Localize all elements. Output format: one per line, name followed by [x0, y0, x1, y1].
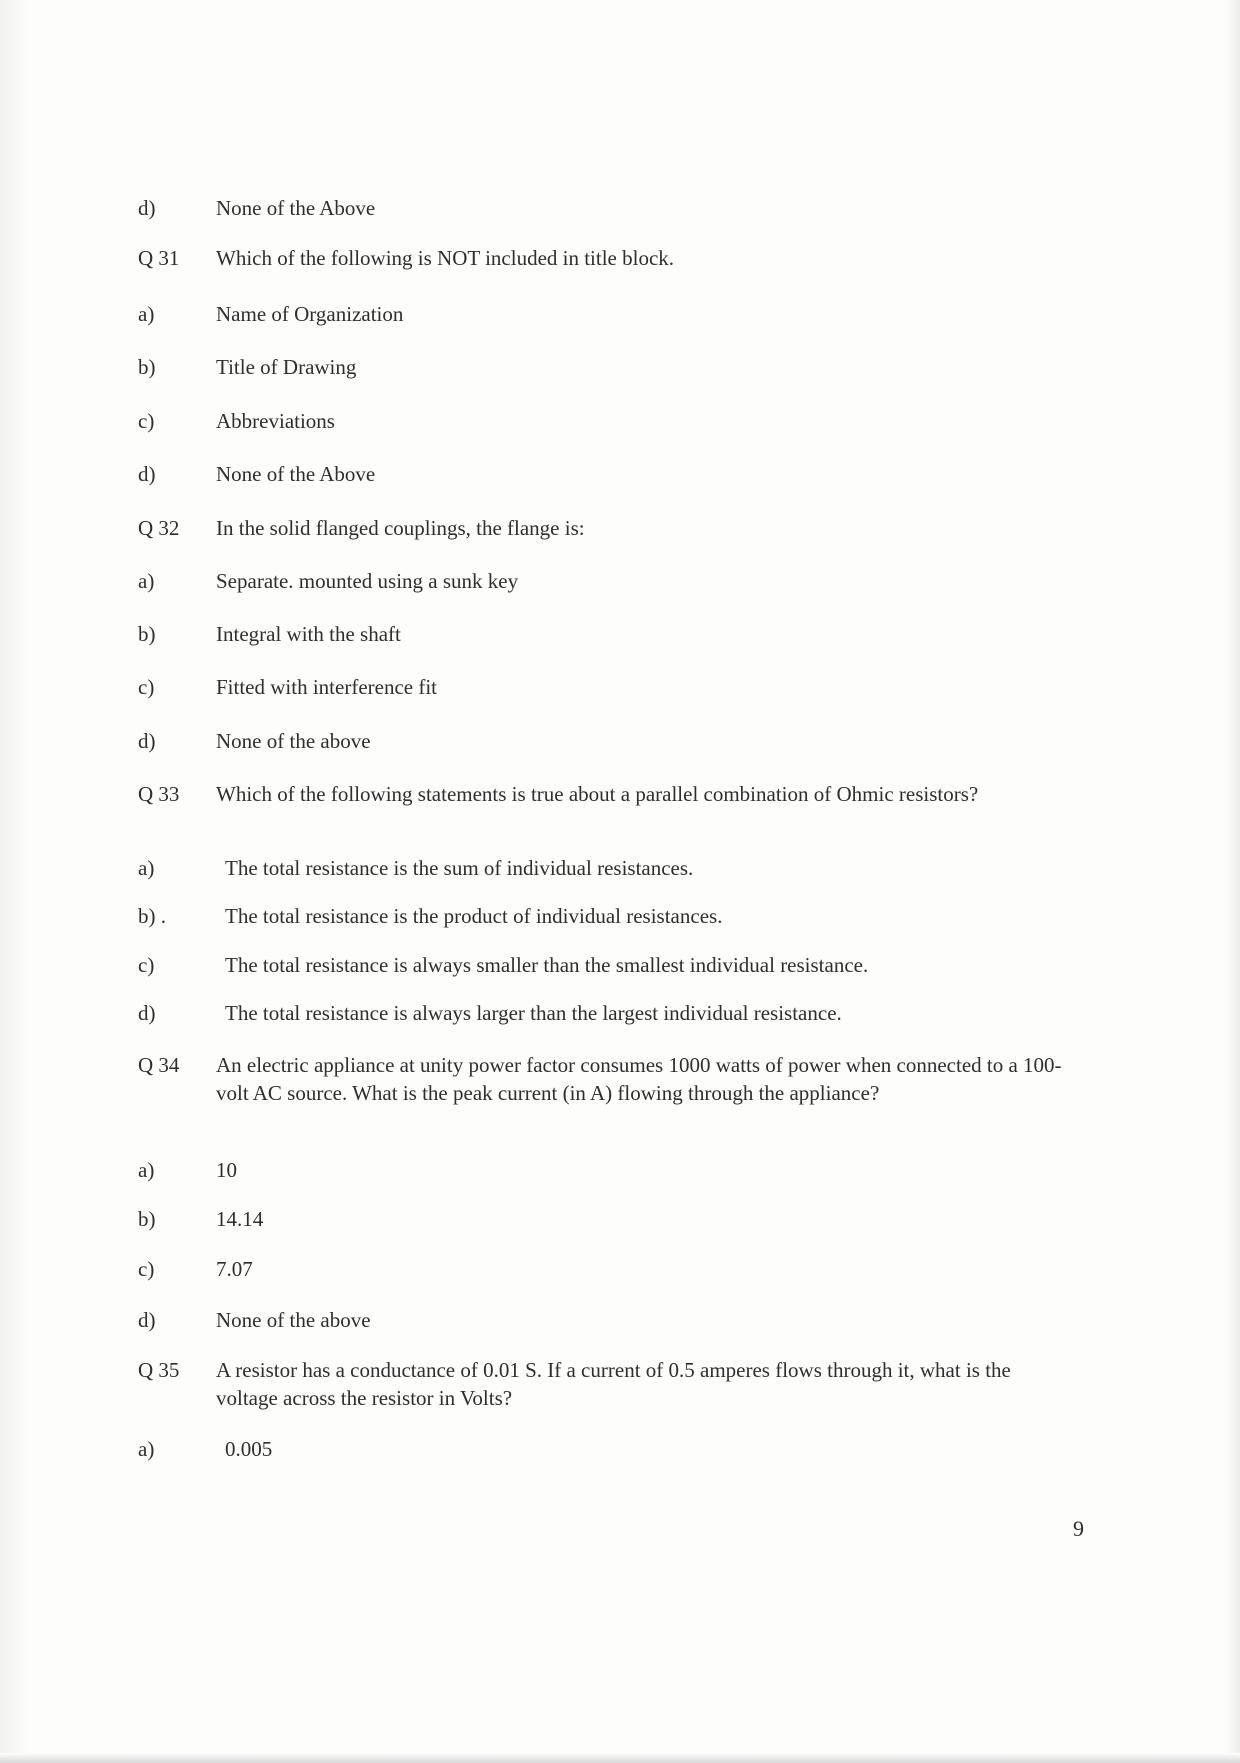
question-text: A resistor has a conductance of 0.01 S. If a current of 0.5 amperes flows through it, what is the voltage across the resistor in Volts? [216, 1358, 1011, 1410]
question-text: Which of the following is NOT included in title block. [216, 246, 675, 270]
scan-shadow-left [0, 0, 28, 1763]
option-text: None of the above [216, 729, 371, 753]
option-label: a) [138, 302, 155, 326]
option-text: The total resistance is the sum of individual resistances. [225, 856, 694, 880]
option-label: b) [138, 1207, 156, 1231]
scan-shadow-bottom [0, 1753, 1240, 1763]
option-label: d) [138, 1001, 156, 1025]
question-text: In the solid flanged couplings, the flange is: [216, 516, 585, 540]
option-label: d) [138, 729, 156, 753]
option-text: Abbreviations [216, 409, 335, 433]
option-text: Fitted with interference fit [216, 675, 438, 699]
option-label: c) [138, 1257, 155, 1281]
question-text: An electric appliance at unity power factor consumes 1000 watts of power when connected to a 100-volt AC source. What is the peak current (in A) flowing through the appliance? [216, 1053, 1062, 1105]
option-label: c) [138, 675, 155, 699]
option-text: 0.005 [225, 1437, 273, 1461]
option-label: b) [138, 355, 156, 379]
option-text: The total resistance is always larger than the largest individual resistance. [225, 1001, 842, 1025]
option-text: Name of Organization [216, 302, 404, 326]
question-number: Q 32 [138, 516, 180, 540]
option-text: 14.14 [216, 1207, 264, 1231]
option-label: c) [138, 953, 155, 977]
option-label: b) [138, 622, 156, 646]
option-text: Separate. mounted using a sunk key [216, 569, 519, 593]
option-label: d) [138, 196, 156, 220]
option-label: d) [138, 1308, 156, 1332]
question-number: Q 34 [138, 1053, 180, 1077]
option-text: 10 [216, 1158, 237, 1182]
option-label: a) [138, 856, 155, 880]
option-text: The total resistance is always smaller than the smallest individual resistance. [225, 953, 869, 977]
option-label: d) [138, 462, 156, 486]
page-number: 9 [1073, 1516, 1084, 1541]
question-text: Which of the following statements is true about a parallel combination of Ohmic resistors? [216, 782, 979, 806]
option-text: None of the Above [216, 462, 376, 486]
question-number: Q 33 [138, 782, 180, 806]
question-number: Q 31 [138, 246, 180, 270]
option-label: a) [138, 1158, 155, 1182]
option-text: The total resistance is the product of individual resistances. [225, 904, 723, 928]
option-label: b) . [138, 904, 166, 928]
option-text: None of the Above [216, 196, 376, 220]
option-label: c) [138, 409, 155, 433]
option-label: a) [138, 569, 155, 593]
question-number: Q 35 [138, 1358, 180, 1382]
scan-shadow-right [1226, 0, 1240, 1763]
option-text: None of the above [216, 1308, 371, 1332]
option-text: 7.07 [216, 1257, 253, 1281]
option-label: a) [138, 1437, 155, 1461]
option-text: Integral with the shaft [216, 622, 401, 646]
option-text: Title of Drawing [216, 355, 357, 379]
